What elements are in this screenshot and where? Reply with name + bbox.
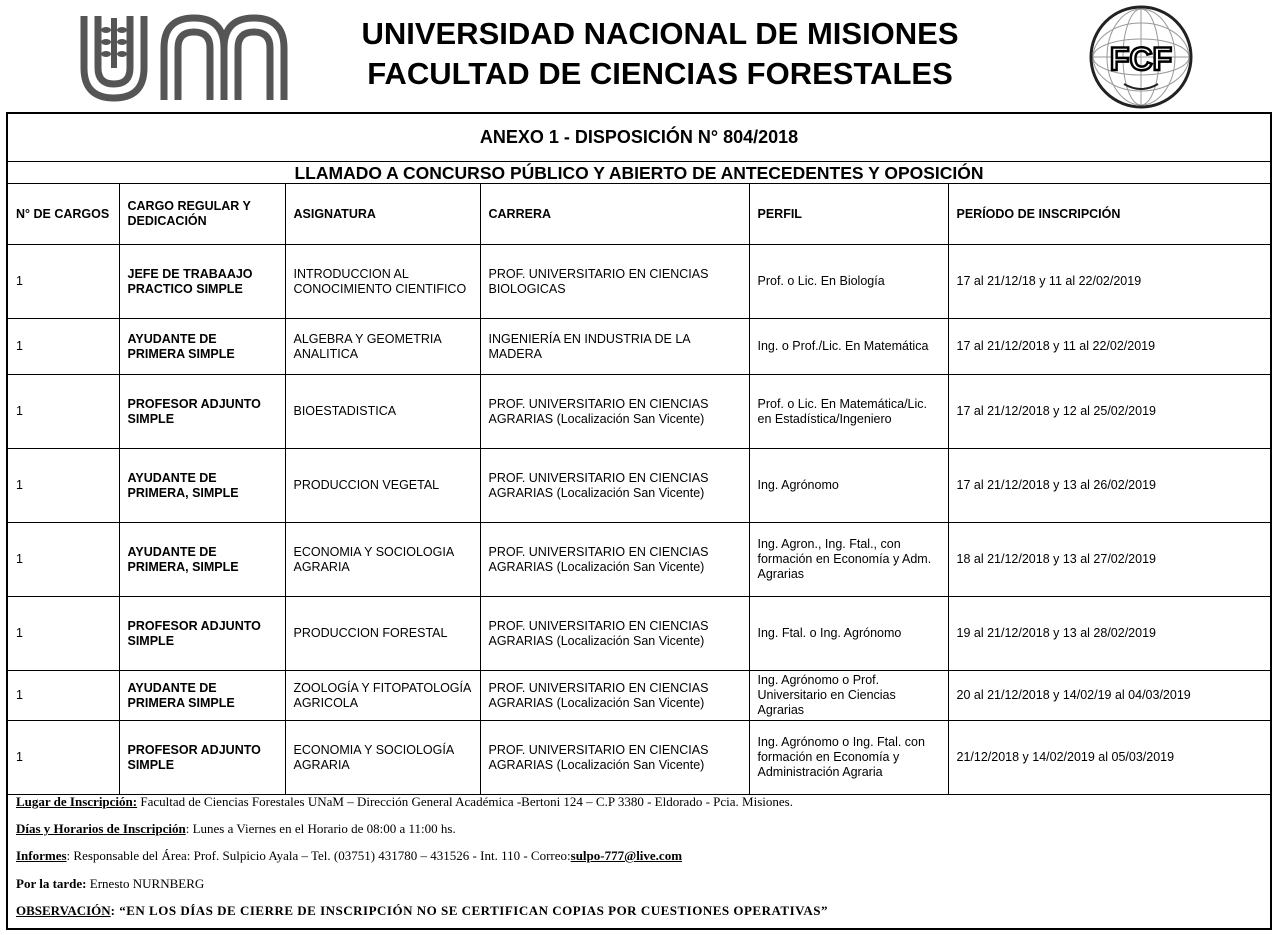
- informes-text: : Responsable del Área: Prof. Sulpicio Ayala – Tel. (03751) 431780 – 431526 - Int. 110 - Correo:: [66, 848, 571, 863]
- cell-asignatura: PRODUCCION VEGETAL: [285, 449, 480, 523]
- observacion-text: : “EN LOS DÍAS DE CIERRE DE INSCRIPCIÓN NO SE CERTIFICAN COPIAS POR CUESTIONES OPERATIVAS”: [110, 903, 828, 918]
- table-row: [8, 319, 1270, 375]
- cell-carrera: PROF. UNIVERSITARIO EN CIENCIAS BIOLOGICAS: [480, 245, 749, 319]
- header-asignatura: ASIGNATURA: [285, 184, 480, 245]
- header-carrera: CARRERA: [480, 184, 749, 245]
- tarde-label: Por la tarde:: [16, 876, 87, 891]
- cell-carrera: INGENIERÍA EN INDUSTRIA DE LA MADERA: [480, 319, 749, 375]
- cell-periodo: 21/12/2018 y 14/02/2019 al 05/03/2019: [948, 721, 1270, 795]
- dias-line: [16, 821, 456, 837]
- cell-asignatura: ZOOLOGÍA Y FITOPATOLOGÍA AGRICOLA: [285, 671, 480, 721]
- cell-periodo: 17 al 21/12/2018 y 11 al 22/02/2019: [948, 319, 1270, 375]
- cell-perfil: Ing. Agrónomo: [749, 449, 948, 523]
- announcement-frame: [6, 112, 1272, 930]
- dias-label: Días y Horarios de Inscripción: [16, 821, 186, 836]
- table-row: [8, 245, 1270, 319]
- document-header: [0, 0, 1280, 112]
- positions-table: [8, 184, 1270, 795]
- table-row: [8, 721, 1270, 795]
- tarde-line: [16, 876, 204, 892]
- seal-lettering: FCF: [1109, 41, 1173, 77]
- cell-perfil: Prof. o Lic. En Biología: [749, 245, 948, 319]
- table-row: [8, 449, 1270, 523]
- cell-asignatura: ALGEBRA Y GEOMETRIA ANALITICA: [285, 319, 480, 375]
- cell-carrera: PROF. UNIVERSITARIO EN CIENCIAS AGRARIAS (Localización San Vicente): [480, 375, 749, 449]
- header-cargo: CARGO REGULAR Y DEDICACIÓN: [119, 184, 285, 245]
- tarde-text: Ernesto NURNBERG: [86, 876, 205, 891]
- header-qty: N° DE CARGOS: [8, 184, 119, 245]
- table-row: [8, 523, 1270, 597]
- document-title: [330, 14, 990, 94]
- cell-carrera: PROF. UNIVERSITARIO EN CIENCIAS AGRARIAS (Localización San Vicente): [480, 449, 749, 523]
- cell-asignatura: ECONOMIA Y SOCIOLOGIA AGRARIA: [285, 523, 480, 597]
- observacion-label: OBSERVACIÓN: [16, 903, 111, 918]
- cell-periodo: 18 al 21/12/2018 y 13 al 27/02/2019: [948, 523, 1270, 597]
- cell-asignatura: ECONOMIA Y SOCIOLOGÍA AGRARIA: [285, 721, 480, 795]
- cell-periodo: 19 al 21/12/2018 y 13 al 28/02/2019: [948, 597, 1270, 671]
- table-row: [8, 597, 1270, 671]
- cell-perfil: Ing. o Prof./Lic. En Matemática: [749, 319, 948, 375]
- header-periodo: PERÍODO DE INSCRIPCIÓN: [948, 184, 1270, 245]
- cell-perfil: Prof. o Lic. En Matemática/Lic. en Estadística/Ingeniero: [749, 375, 948, 449]
- table-row: [8, 375, 1270, 449]
- lugar-text: Facultad de Ciencias Forestales UNaM – Dirección General Académica -Bertoni 124 – C.P 3380 - Eldorado - Pcia. Misiones.: [137, 794, 793, 809]
- cell-perfil: Ing. Ftal. o Ing. Agrónomo: [749, 597, 948, 671]
- dias-text: : Lunes a Viernes en el Horario de 08:00 a 11:00 hs.: [185, 821, 456, 836]
- call-title: LLAMADO A CONCURSO PÚBLICO Y ABIERTO DE ANTECEDENTES Y OPOSICIÓN: [8, 162, 1270, 184]
- cell-asignatura: BIOESTADISTICA: [285, 375, 480, 449]
- informes-line: [16, 848, 682, 864]
- cell-periodo: 17 al 21/12/2018 y 13 al 26/02/2019: [948, 449, 1270, 523]
- cell-cargo: AYUDANTE DE PRIMERA, SIMPLE: [119, 523, 285, 597]
- cell-qty: 1: [8, 245, 119, 319]
- email-link[interactable]: sulpo-777@live.com: [570, 848, 683, 863]
- cell-qty: 1: [8, 721, 119, 795]
- fcf-seal-icon: [1088, 4, 1194, 110]
- cell-qty: 1: [8, 319, 119, 375]
- lugar-line: [16, 794, 793, 810]
- cell-qty: 1: [8, 597, 119, 671]
- cell-cargo: AYUDANTE DE PRIMERA SIMPLE: [119, 319, 285, 375]
- cell-periodo: 17 al 21/12/2018 y 12 al 25/02/2019: [948, 375, 1270, 449]
- table-row: [8, 671, 1270, 721]
- header-perfil: PERFIL: [749, 184, 948, 245]
- cell-carrera: PROF. UNIVERSITARIO EN CIENCIAS AGRARIAS (Localización San Vicente): [480, 597, 749, 671]
- cell-asignatura: PRODUCCION FORESTAL: [285, 597, 480, 671]
- cell-cargo: JEFE DE TRABAAJO PRACTICO SIMPLE: [119, 245, 285, 319]
- cell-qty: 1: [8, 671, 119, 721]
- cell-qty: 1: [8, 375, 119, 449]
- cell-periodo: 17 al 21/12/18 y 11 al 22/02/2019: [948, 245, 1270, 319]
- cell-perfil: Ing. Agron., Ing. Ftal., con formación en Economía y Adm. Agrarias: [749, 523, 948, 597]
- cell-cargo: PROFESOR ADJUNTO SIMPLE: [119, 597, 285, 671]
- cell-cargo: PROFESOR ADJUNTO SIMPLE: [119, 721, 285, 795]
- cell-carrera: PROF. UNIVERSITARIO EN CIENCIAS AGRARIAS (Localización San Vicente): [480, 523, 749, 597]
- faculty-name: FACULTAD DE CIENCIAS FORESTALES: [367, 56, 953, 91]
- lugar-label: Lugar de Inscripción:: [16, 794, 138, 809]
- university-name: UNIVERSIDAD NACIONAL DE MISIONES: [361, 16, 959, 51]
- cell-periodo: 20 al 21/12/2018 y 14/02/19 al 04/03/2019: [948, 671, 1270, 721]
- informes-label: Informes: [16, 848, 67, 863]
- cell-carrera: PROF. UNIVERSITARIO EN CIENCIAS AGRARIAS (Localización San Vicente): [480, 671, 749, 721]
- cell-cargo: PROFESOR ADJUNTO SIMPLE: [119, 375, 285, 449]
- cell-cargo: AYUDANTE DE PRIMERA, SIMPLE: [119, 449, 285, 523]
- cell-asignatura: INTRODUCCION AL CONOCIMIENTO CIENTIFICO: [285, 245, 480, 319]
- table-header-row: [8, 184, 1270, 245]
- cell-perfil: Ing. Agrónomo o Ing. Ftal. con formación en Economía y Administración Agraria: [749, 721, 948, 795]
- cell-qty: 1: [8, 523, 119, 597]
- cell-cargo: AYUDANTE DE PRIMERA SIMPLE: [119, 671, 285, 721]
- unam-logo-icon: [78, 12, 298, 104]
- observacion-line: [16, 903, 828, 919]
- cell-carrera: PROF. UNIVERSITARIO EN CIENCIAS AGRARIAS (Localización San Vicente): [480, 721, 749, 795]
- annex-title: ANEXO 1 - DISPOSICIÓN N° 804/2018: [8, 114, 1270, 162]
- cell-qty: 1: [8, 449, 119, 523]
- cell-perfil: Ing. Agrónomo o Prof. Universitario en Ciencias Agrarias: [749, 671, 948, 721]
